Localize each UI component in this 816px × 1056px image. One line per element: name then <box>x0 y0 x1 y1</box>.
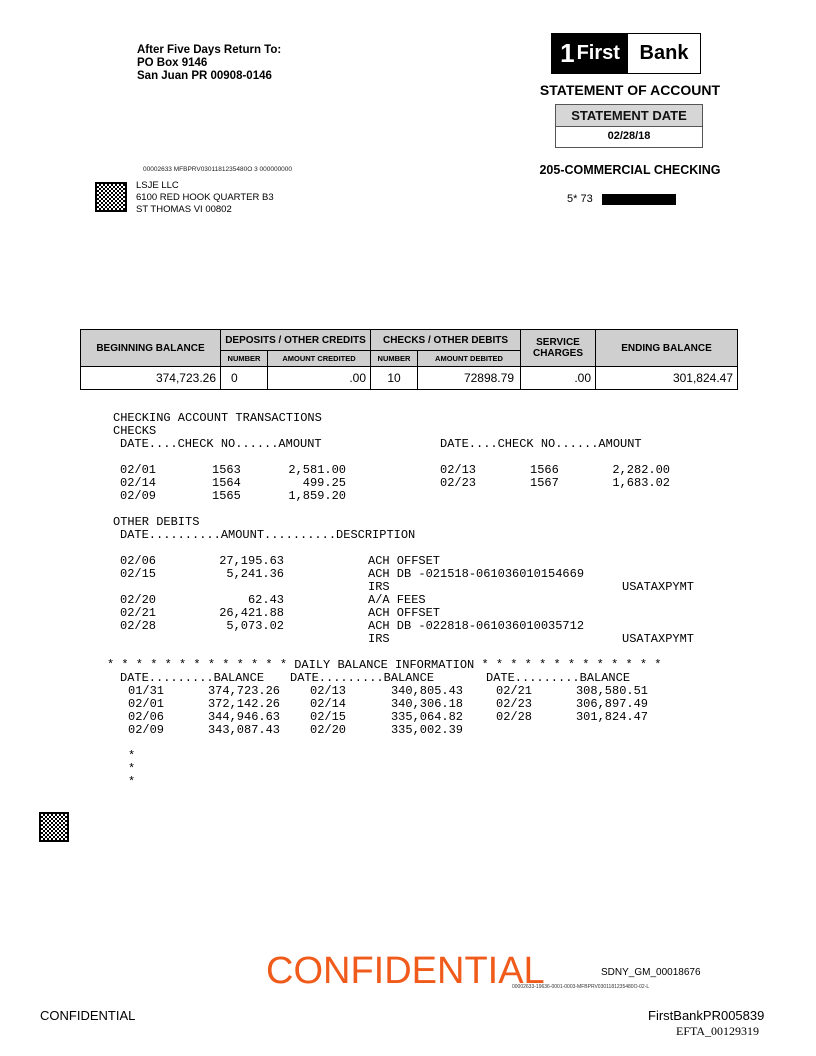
debit-description: A/A FEES <box>368 593 426 607</box>
debit-date: 02/06 <box>120 554 157 568</box>
address-line: ST THOMAS VI 00802 <box>136 204 232 215</box>
return-line: San Juan PR 00908-0146 <box>137 70 272 82</box>
logo-number: 1 <box>560 38 575 68</box>
efta-id: EFTA_00129319 <box>676 1024 760 1038</box>
beginning-balance-value: 374,723.26 <box>81 367 221 390</box>
document-code: 00002633-19636-0001-0003-MFBPRV0301181235480O-02-L <box>512 984 650 990</box>
daily-balance-header: DATE.........BALANCE <box>290 671 435 685</box>
return-line: After Five Days Return To: <box>137 44 282 56</box>
logo-word-first: First <box>576 42 620 64</box>
balance-value: 374,723.26 <box>207 684 280 698</box>
check-date: 02/14 <box>120 476 157 490</box>
barcode-icon <box>95 182 127 212</box>
check-number: 1563 <box>212 463 241 477</box>
reference-code: 00002633 MFBPRV0301181235480O 3 000000000 <box>143 166 293 173</box>
header-number: NUMBER <box>371 351 418 367</box>
deposits-number-value: 0 <box>221 367 268 390</box>
transactions-title: CHECKING ACCOUNT TRANSACTIONS <box>113 411 322 425</box>
check-date: 02/13 <box>440 463 477 477</box>
statement-date-label: STATEMENT DATE <box>555 104 703 127</box>
debit-extra: IRS <box>368 580 390 594</box>
other-debits-header: DATE..........AMOUNT..........DESCRIPTION <box>120 528 416 542</box>
trailing-star: * <box>128 749 136 763</box>
debit-right-note: USATAXPYMT <box>622 580 695 594</box>
debit-right-note: USATAXPYMT <box>622 632 695 646</box>
header-amount-debited: AMOUNT DEBITED <box>418 351 521 367</box>
ending-balance-value: 301,824.47 <box>596 367 738 390</box>
bank-document-id: FirstBankPR005839 <box>648 1008 765 1023</box>
balance-value: 301,824.47 <box>575 710 648 724</box>
header-number: NUMBER <box>221 351 268 367</box>
header-checks: CHECKS / OTHER DEBITS <box>371 330 521 351</box>
balance-date: 02/06 <box>128 710 165 724</box>
debit-amount: 5,241.36 <box>226 567 284 581</box>
check-amount: 1,683.02 <box>612 476 670 490</box>
logo-word-bank: Bank <box>639 42 689 64</box>
balance-value: 372,142.26 <box>207 697 280 711</box>
checks-header-right: DATE....CHECK NO......AMOUNT <box>440 437 642 451</box>
debit-date: 02/20 <box>120 593 157 607</box>
checks-header-left: DATE....CHECK NO......AMOUNT <box>120 437 322 451</box>
check-date: 02/09 <box>120 489 157 503</box>
check-amount: 2,282.00 <box>612 463 670 477</box>
other-debits-title: OTHER DEBITS <box>113 515 200 529</box>
check-date: 02/23 <box>440 476 477 490</box>
logo-dark-part <box>552 34 628 73</box>
amount-credited-value: .00 <box>268 367 371 390</box>
daily-balance-header: DATE.........BALANCE <box>486 671 631 685</box>
check-date: 02/01 <box>120 463 157 477</box>
balance-value: 340,306.18 <box>390 697 463 711</box>
check-number: 1567 <box>530 476 559 490</box>
balance-date: 01/31 <box>128 684 165 698</box>
checks-title: CHECKS <box>113 424 157 438</box>
checks-number-value: 10 <box>371 367 418 390</box>
trailing-star: * <box>128 762 136 776</box>
balance-value: 343,087.43 <box>207 723 280 737</box>
barcode-icon <box>39 812 69 842</box>
confidential-stamp: CONFIDENTIAL <box>266 950 545 992</box>
balance-value: 335,002.39 <box>390 723 463 737</box>
balance-value: 306,897.49 <box>575 697 648 711</box>
return-line: PO Box 9146 <box>137 57 208 69</box>
debit-amount: 27,195.63 <box>219 554 284 568</box>
balance-date: 02/09 <box>128 723 165 737</box>
amount-debited-value: 72898.79 <box>418 367 521 390</box>
check-amount: 1,859.20 <box>288 489 346 503</box>
balance-value: 340,805.43 <box>390 684 463 698</box>
balance-value: 308,580.51 <box>575 684 648 698</box>
account-summary-table <box>80 329 738 390</box>
statement-date: 02/28/18 <box>555 127 703 148</box>
check-number: 1566 <box>530 463 559 477</box>
account-number: 5* 73 <box>567 193 593 205</box>
mailing-address <box>136 180 274 216</box>
balance-value: 335,064.82 <box>390 710 463 724</box>
debit-amount: 62.43 <box>247 593 284 607</box>
check-number: 1565 <box>212 489 241 503</box>
service-charges-value: .00 <box>521 367 596 390</box>
balance-date: 02/21 <box>496 684 533 698</box>
header-deposits: DEPOSITS / OTHER CREDITS <box>221 330 371 351</box>
debit-date: 02/28 <box>120 619 157 633</box>
return-address <box>137 44 281 83</box>
debit-extra: IRS <box>368 632 390 646</box>
check-amount: 499.25 <box>302 476 346 490</box>
balance-date: 02/01 <box>128 697 165 711</box>
check-amount: 2,581.00 <box>288 463 346 477</box>
bates-number: SDNY_GM_00018676 <box>601 967 701 978</box>
header-ending-balance: ENDING BALANCE <box>596 330 738 367</box>
address-line: 6100 RED HOOK QUARTER B3 <box>136 192 274 203</box>
header-service-charges: SERVICE CHARGES <box>521 330 596 367</box>
debit-amount: 26,421.88 <box>219 606 284 620</box>
debit-description: ACH OFFSET <box>368 606 441 620</box>
confidential-label: CONFIDENTIAL <box>40 1008 136 1023</box>
balance-date: 02/20 <box>310 723 347 737</box>
check-number: 1564 <box>212 476 241 490</box>
daily-balance-title: * * * * * * * * * * * * * DAILY BALANCE INFORMATION * * * * * * * * * * * * * <box>107 658 662 672</box>
debit-description: ACH DB -021518-061036010154669 <box>368 567 585 581</box>
debit-description: ACH DB -022818-061036010035712 <box>368 619 585 633</box>
balance-date: 02/28 <box>496 710 533 724</box>
balance-date: 02/13 <box>310 684 347 698</box>
balance-date: 02/14 <box>310 697 347 711</box>
statement-title: STATEMENT OF ACCOUNT <box>539 82 721 98</box>
header-beginning-balance: BEGINNING BALANCE <box>81 330 221 367</box>
balance-date: 02/15 <box>310 710 347 724</box>
balance-date: 02/23 <box>496 697 533 711</box>
customer-name: LSJE LLC <box>136 180 179 191</box>
debit-date: 02/15 <box>120 567 157 581</box>
bank-logo <box>551 33 701 74</box>
balance-value: 344,946.63 <box>207 710 280 724</box>
trailing-star: * <box>128 775 136 789</box>
debit-description: ACH OFFSET <box>368 554 441 568</box>
daily-balance-header: DATE.........BALANCE <box>120 671 265 685</box>
debit-date: 02/21 <box>120 606 157 620</box>
account-type: 205-COMMERCIAL CHECKING <box>539 163 721 177</box>
debit-amount: 5,073.02 <box>226 619 284 633</box>
header-amount-credited: AMOUNT CREDITED <box>268 351 371 367</box>
redaction-bar <box>602 194 676 205</box>
